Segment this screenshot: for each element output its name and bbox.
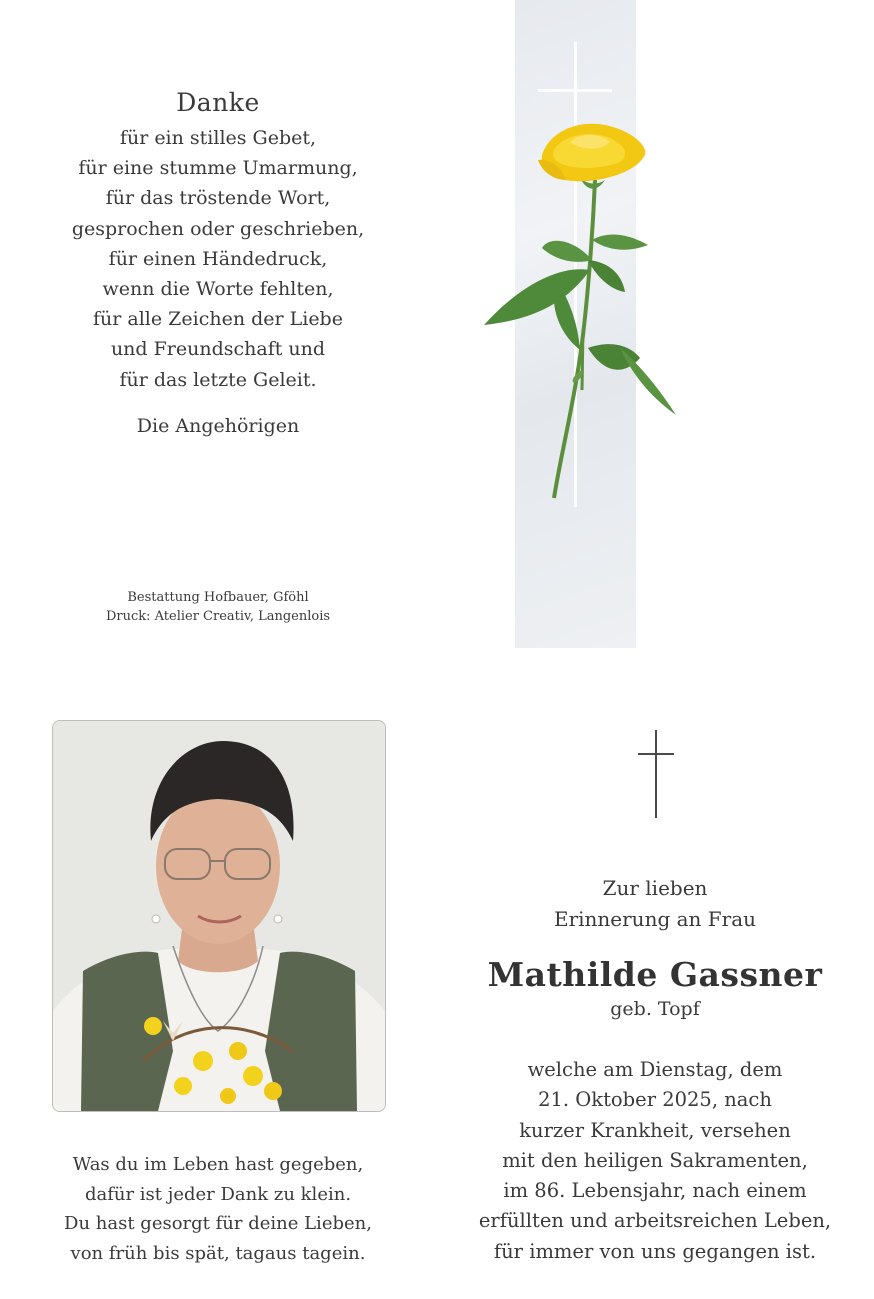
death-line: 21. Oktober 2025, nach: [538, 1088, 772, 1112]
poem-line: dafür ist jeder Dank zu klein.: [84, 1183, 352, 1205]
thanks-line: und Freundschaft und: [110, 338, 326, 361]
printer-credit: Druck: Atelier Creativ, Langenlois: [105, 609, 331, 624]
credits: [40, 588, 396, 626]
thanks-line: für alle Zeichen der Liebe: [93, 308, 343, 331]
poem: [40, 1150, 396, 1268]
deceased-name: Mathilde Gassner: [487, 955, 823, 994]
death-line: im 86. Lebensjahr, nach einem: [503, 1179, 807, 1203]
thanks-section: [40, 88, 396, 437]
thanks-line: für eine stumme Umarmung,: [78, 157, 358, 180]
portrait-illustration: [53, 721, 385, 1111]
poem-line: Du hast gesorgt für deine Lieben,: [64, 1213, 372, 1234]
death-line: kurzer Krankheit, versehen: [519, 1118, 791, 1142]
portrait-photo: [52, 720, 386, 1112]
intro-line-1: Zur lieben: [602, 876, 708, 900]
death-line: für immer von uns gegangen ist.: [493, 1239, 817, 1263]
death-line: welche am Dienstag, dem: [527, 1058, 783, 1081]
undertaker-credit: Bestattung Hofbauer, Gföhl: [127, 590, 309, 605]
maiden-name: geb. Topf: [610, 998, 700, 1020]
thanks-line: wenn die Worte fehlten,: [102, 278, 334, 301]
thanks-line: für einen Händedruck,: [108, 247, 328, 270]
cross-icon: [636, 730, 676, 818]
thanks-title: Danke: [176, 88, 260, 117]
intro-line-2: Erinnerung an Frau: [553, 907, 757, 931]
thanks-line: gesprochen oder geschrieben,: [71, 217, 365, 240]
death-line: mit den heiligen Sakramenten,: [502, 1148, 808, 1172]
poem-line: von früh bis spät, tagaus tagein.: [70, 1242, 366, 1264]
death-notice: [470, 1055, 840, 1267]
death-line: erfüllten und arbeitsreichen Leben,: [478, 1209, 832, 1233]
thanks-line: für ein stilles Gebet,: [119, 127, 317, 149]
thanks-line: für das tröstende Wort,: [105, 187, 331, 210]
rose-image: [470, 30, 700, 510]
thanks-line: für das letzte Geleit.: [119, 368, 317, 391]
thanks-signature: Die Angehörigen: [136, 414, 300, 437]
memorial-intro: [470, 873, 840, 935]
poem-line: Was du im Leben hast gegeben,: [72, 1154, 364, 1175]
